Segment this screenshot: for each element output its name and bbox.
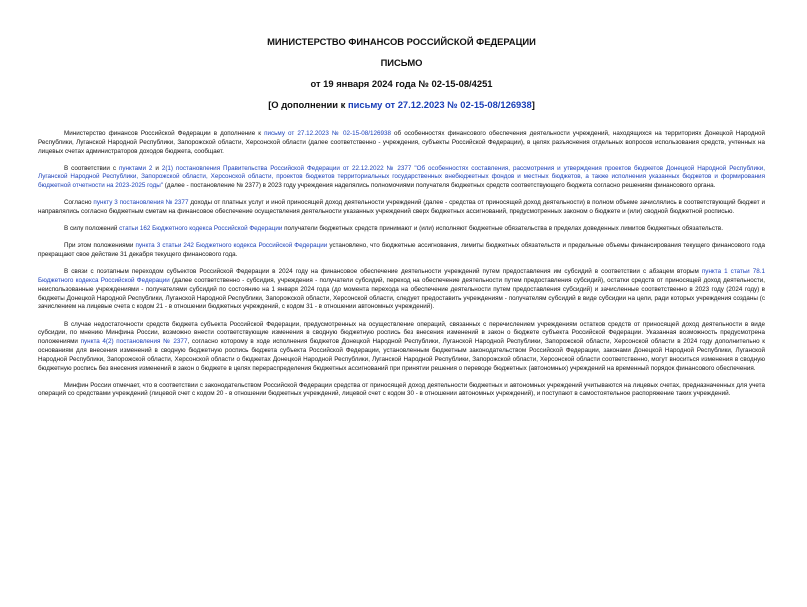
letter-body [38,130,765,399]
body-paragraph [38,130,765,156]
body-paragraph [38,199,765,217]
addendum-line [38,99,765,110]
legal-reference-link[interactable]: пункта 4(2) постановления № 2377 [80,338,188,346]
addendum-prefix: [О дополнении к [268,99,348,110]
paragraph-text: , согласно которому в ходе исполнения бюджетов Донецкой Народной Республики, Луганской Народной Республики, Запорожской области, Херсонской области в 2024 году дополнительно к основаниям для внесения изменений в сводную бюджетную роспись бюджета субъекта Российской Федерации, установленным бюджетным законодательством Российской Федерации, законами Донецкой Народной Республики, Луганской Народной Республики, Запорожской области, Херсонской области о бюджетах Донецкой Народной Республики, Луганской Народной Республики, Запорожской области, Херсонской области соответственно, могут вноситься изменения в сводную бюджетную роспись без внесения изменений в закон о бюджете в целях перераспределения бюджетных ассигнований при принятии решения о переводе бюджетных (автономных) учреждений на временный порядок финансового обеспечения. [38,338,766,372]
paragraph-text: (далее соответственно - субсидия, учреждения - получатели субсидий, переход на обеспечение деятельности путем предоставления субсидий), остатки средств от приносящей доход деятельности, неиспользованные учреждениями - получателями субсидий по состоянию на 1 января 2024 года (до момента перехода на обеспечение деятельности путем предоставления субсидий) и зачисленные соответственно в 2023 году (2024 году) в бюджеты Донецкой Народной Республики, Луганской Народной Республики, Запорожской области, Херсонской области, следует предоставить учреждениям - получателям субсидий в виде субсидии на цели, ради которых учреждения созданы (с зачислением на лицевые счета с кодом 21 - в отношении бюджетных учреждений, с кодом 31 - в отношении автономных учреждений). [38,277,765,311]
paragraph-text: При этом положениями [64,242,136,250]
legal-reference-link[interactable]: 2(1) постановления Правительства Российской Федерации от 22.12.2022 № 2377 "Об особенностях составления, рассмотрения и утверждения проектов бюджетов Донецкой Народной Республики, Луганской Народной Республики, Запорожской области, Херсонской области, проектов бюджетов территориальных государственных внебюджетных фондов и местных бюджетов, а также исполнения указанных бюджетов и формирования бюджетной отчетности на 2023-2025 годы" [38,164,765,190]
paragraph-text: Минфин России отмечает, что в соответствии с законодательством Российской Федерации средства от приносящей доход деятельности бюджетных и автономных учреждений учитываются на лицевых счетах, предназначенных для учета операций со средствами учреждений (лицевой счет с кодом 20 - в отношении бюджетных учреждений, лицевой счет с кодом 30 - в отношении автономных учреждений), и поступают в самостоятельное распоряжение таких учреждений. [38,381,765,398]
legal-reference-link[interactable]: пункта 3 статьи 242 Бюджетного кодекса Российской Федерации [135,242,328,250]
document-date-number: от 19 января 2024 года № 02-15-08/4251 [310,78,493,89]
body-paragraph [38,225,765,234]
body-paragraph [38,165,765,191]
paragraph-text: В случае недостаточности средств бюджета субъекта Российской Федерации, предусмотренных на осуществление операций, связанных с перечислением учреждениям остатков средств от приносящей доход деятельности в виде субсидии, по мнению Минфина России, возможно внести соответствующие изменения в сводную бюджетную роспись без внесения изменений в закон о бюджете субъекта Российской Федерации. Указанная возможность предусмотрена положениями [38,320,765,346]
body-paragraph [38,242,765,260]
paragraph-text: Согласно [64,199,94,207]
paragraph-text: получатели бюджетных средств принимают и (или) исполняют бюджетные обязательства в пределах доведенных лимитов бюджетных обязательств. [282,225,723,233]
paragraph-text: Министерство финансов Российской Федерации в дополнение к [64,130,265,137]
ministry-heading: МИНИСТЕРСТВО ФИНАНСОВ РОССИЙСКОЙ ФЕДЕРАЦИИ [267,36,536,47]
paragraph-text: установлено, что бюджетные ассигнования, лимиты бюджетных обязательств и предельные объемы финансирования текущего финансового года прекращают свое действие 31 декабря текущего финансового года. [38,242,765,259]
body-paragraph [38,321,765,374]
document-type: ПИСЬМО [380,57,423,68]
legal-reference-link[interactable]: письму от 27.12.2023 № 02-15-08/126938 [264,130,391,137]
legal-reference-link[interactable]: статьи 162 Бюджетного кодекса Российской Федерации [119,225,283,233]
paragraph-text: доходы от платных услуг и иной приносящей доход деятельности учреждений (далее - средства от приносящей доход деятельности) в полном объеме зачислялись в соответствующий бюджет и направлялись согласно бюджетным сметам на финансовое обеспечение осуществления деятельности указанных учреждений сверх бюджетных ассигнований, предусмотренных законом о бюджете и (или) сводной бюджетной росписью. [38,199,766,216]
addendum-suffix: ] [531,99,535,110]
legal-reference-link[interactable]: пункту 3 постановления № 2377 [93,199,189,207]
paragraph-text: и [152,164,162,172]
legal-reference-link[interactable]: пункта 1 статьи 78.1 Бюджетного кодекса Российской Федерации [38,268,765,285]
body-paragraph [38,382,765,400]
paragraph-text: (далее - постановление № 2377) в 2023 году учреждения наделялись полномочиями получателя бюджетных средств соответствующего бюджета согласно решениям финансового органа. [163,182,716,190]
paragraph-text: В связи с поэтапным переходом субъектов Российской Федерации в 2024 году на финансовое обеспечение деятельности учреждений путем предоставления им субсидий в соответствии с абзацем вторым [64,268,702,276]
paragraph-text: В соответствии с [64,164,119,172]
paragraph-text: В силу положений [64,225,120,233]
legal-reference-link[interactable]: пунктами 2 [118,164,153,172]
paragraph-text: об особенностях финансового обеспечения деятельности учреждений, находящихся на территориях Донецкой Народной Республики, Луганской Народной Республики, Запорожской области, Херсонской области (далее соответственно - учреждения, субъекты Российской Федерации), в целях разъяснения отдельных вопросов использования средств, учтенных на лицевых счетах администраторов доходов бюджета, сообщает. [38,130,765,155]
document-page [0,36,807,607]
addendum-letter-link[interactable]: письму от 27.12.2023 № 02-15-08/126938 [347,99,532,110]
body-paragraph [38,268,765,312]
